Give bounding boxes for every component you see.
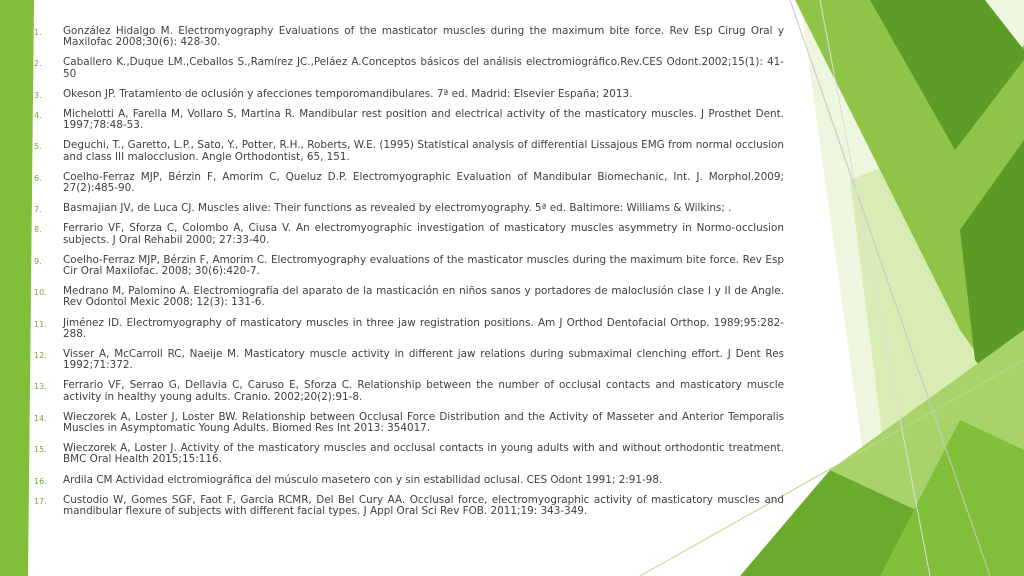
item-number: 11.: [34, 319, 47, 329]
item-number: 17.: [34, 496, 47, 506]
list-item: [34, 109, 784, 131]
item-number: 3.: [34, 90, 42, 100]
item-number: 12.: [34, 351, 47, 361]
list-item: [34, 349, 784, 371]
list-item: [34, 26, 784, 48]
item-text: Medrano M, Palomino A. Electromiografía del aparato de la masticación en niños sanos y portadores de maloclusión clase I y II de Angle. Rev Odontol Mexic 2008; 12(3): 131-6.: [63, 285, 784, 309]
item-number: 5.: [34, 142, 42, 152]
item-text: Caballero K.,Duque LM.,Ceballos S.,Ramírez JC.,Peláez A.Conceptos básicos del análisis electromiográfico.Rev.CES Odont.2002;15(1): 41-50: [63, 56, 784, 80]
item-text: Custodio W, Gomes SGF, Faot F, Garcia RCMR, Del Bel Cury AA. Occlusal force, electromyographic activity of masticatory muscles and mandibular flexure of subjects with different facial types. J Appl Oral Sci Rev FOB. 2011;19: 343-349.: [63, 493, 784, 518]
list-item: [34, 495, 784, 517]
item-text: Wieczorek A, Loster J. Activity of the masticatory muscles and occlusal contacts in young adults with and without orthodontic treatment. BMC Oral Health 2015;15:116.: [63, 442, 784, 466]
list-item: [34, 255, 784, 277]
list-item: [34, 172, 784, 194]
reference-list: [34, 26, 784, 526]
list-item: [34, 412, 784, 434]
left-green-shape: [0, 0, 34, 576]
item-number: 4.: [34, 111, 42, 121]
item-text: Ferrario VF, Serrao G, Dellavia C, Caruso E, Sforza C. Relationship between the number of occlusal contacts and masticatory muscle activity in healthy young adults. Cranio. 2002;20(2):91-8.: [63, 379, 784, 403]
item-number: 2.: [34, 59, 42, 69]
item-text: Visser A, McCarroll RC, Naeije M. Masticatory muscle activity in different jaw relations during submaximal clenching effort. J Dent Res 1992;71:372.: [63, 348, 784, 372]
item-number: 14.: [34, 413, 47, 423]
item-number: 9.: [34, 256, 42, 266]
item-text: Basmajian JV, de Luca CJ. Muscles alive: Their functions as revealed by electromyography. 5ª ed. Baltimore: Williams & Wilkins; .: [63, 202, 732, 215]
item-text: Wieczorek A, Loster J, Loster BW. Relationship between Occlusal Force Distribution and the Activity of Masseter and Anterior Temporalis Muscles in Asymptomatic Young Adults. Biomed Res Int 2013: 354017.: [63, 410, 784, 435]
item-text: Michelotti A, Farella M, Vollaro S, Martina R. Mandibular rest position and electrical activity of the masticatory muscles. J Prosthet Dent. 1997;78:48-53.: [63, 108, 784, 132]
list-item: [34, 203, 784, 214]
item-text: Coelho-Ferraz MJP, Bérzin F, Amorim C. Electromyography evaluations of the masticator muscles during the maximum bite force. Rev Esp Cir Oral Maxilofac. 2008; 30(6):420-7.: [63, 253, 784, 278]
item-text: González Hidalgo M. Electromyography Evaluations of the masticator muscles during the maximum bite force. Rev Esp Cirug Oral y Maxilofac 2008;30(6): 428-30.: [63, 25, 784, 49]
list-item: [34, 286, 784, 308]
item-text: Ferrario VF, Sforza C, Colombo A, Ciusa V. An electromyographic investigation of masticatory muscles asymmetry in Normo-occlusion subjects. J Oral Rehabil 2000; 27:33-40.: [63, 222, 784, 246]
list-item: [34, 475, 784, 486]
list-item: [34, 318, 784, 340]
item-number: 13.: [34, 382, 47, 392]
list-item: [34, 89, 784, 100]
item-text: Coelho-Ferraz MJP, Bérzin F, Amorim C, Queluz D.P. Electromyographic Evaluation of Mandibular Biomechanic, Int. J. Morphol.2009; 27(2):485-90.: [63, 170, 784, 195]
list-item: [34, 140, 784, 162]
item-text: Okeson JP. Tratamiento de oclusión y afecciones temporomandibulares. 7ª ed. Madrid: Elsevier España; 2013.: [63, 87, 633, 100]
list-item: [34, 443, 784, 465]
item-number: 7.: [34, 205, 42, 215]
list-item: [34, 223, 784, 245]
item-text: Deguchi, T., Garetto, L.P., Sato, Y., Potter, R.H., Roberts, W.E. (1995) Statistical analysis of differential Lissajous EMG from normal occlusion and class III malocclusion. Angle Orthodontist, 65, 151.: [63, 139, 784, 163]
list-item: [34, 380, 784, 402]
list-item: [34, 57, 784, 79]
item-number: 16.: [34, 476, 47, 486]
item-number: 6.: [34, 173, 42, 183]
item-number: 15.: [34, 445, 47, 455]
item-text: Ardila CM Actividad elctromiográfica del músculo masetero con y sin estabilidad oclusal. CES Odont 1991; 2:91-98.: [63, 473, 663, 486]
item-number: 1.: [34, 28, 42, 37]
item-text: Jiménez ID. Electromyography of masticatory muscles in three jaw registration positions. Am J Orthod Dentofacial Orthop. 1989;95:282-288.: [63, 316, 784, 340]
item-number: 10.: [34, 288, 47, 298]
item-number: 8.: [34, 225, 42, 235]
